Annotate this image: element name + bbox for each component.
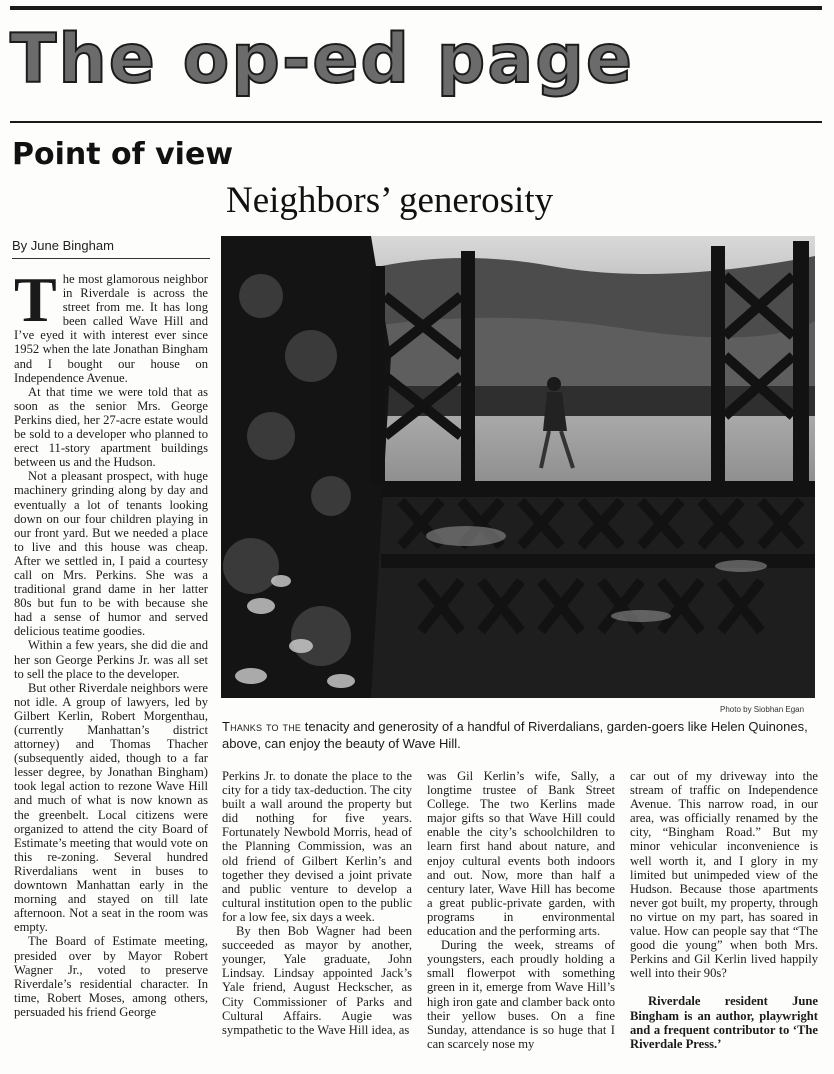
article-paragraph: Not a pleasant prospect, with huge machinery grinding along by day and eventually a lot of tenants looking down on our four children playing in our front yard. But we needed a place to live and this house was cheap. After we settled in, I paid a courtesy call on Mrs. Perkins. She was a traditional grand dame in her latter 80s but fun to be with because she had a sense of humor and served delicious teatime goodies. (14, 469, 208, 639)
article-paragraph: During the week, streams of youngsters, each proudly holding a small flowerpot with something green in it, emerge from Wave Hill’s high iron gate and clamber back onto their yellow buses. On a fine Sunday, attendance is so huge that I can scarcely nose my (427, 938, 615, 1051)
garden-photo (221, 236, 815, 698)
masthead: The op-ed page (10, 20, 635, 99)
garden-photo-illustration (221, 236, 815, 698)
article-paragraph: At that time we were told that as soon as the senior Mrs. George Perkins died, her 27-acre estate would be sold to a developer who planned to erect 11-story apartment buildings between us and the Hudson. (14, 384, 208, 470)
drop-cap: T (14, 272, 57, 335)
byline-rule (12, 258, 210, 259)
headline: Neighbors’ generosity (226, 180, 554, 221)
caption-text: tenacity and generosity of a handful of Riverdalians, garden-goers like Helen Quinones, above, can enjoy the beauty of Wave Hill. (222, 719, 808, 751)
author-bio: Riverdale resident June Bingham is an author, playwright and a frequent contributor to ‘The Riverdale Press.’ (630, 994, 818, 1051)
article-column-2 (222, 769, 412, 1059)
article-paragraph: But other Riverdale neighbors were not idle. A group of lawyers, led by Gilbert Kerlin, Robert Morgenthau, (currently Manhattan’s district attorney) and Thomas Thacher (subsequently aided, though to a far lesser degree, by Jonathan Bingham) took legal action to rezone Wave Hill and much of what is now known as the greenbelt. Local citizens were organized to attend the city Board of Estimate’s meeting that would vote on this re-zoning. Several hundred Riverdalians went in buses to downtown Manhattan early in the morning and stayed on till late afternoon. Not a seat in the room was empty. (14, 680, 208, 935)
article-paragraph: Perkins Jr. to donate the place to the city for a tidy tax-deduction. The city built a wall around the property but did nothing for five years. Fortunately Newbold Morris, head of the Planning Commission, was an old friend of Gilbert Kerlin’s and together they devised a joint private and public venture to develop a cultural institution open to the public for a low fee, six days a week. (222, 769, 412, 924)
article-paragraph: car out of my driveway into the stream of traffic on Independence Avenue. This narrow road, in our area, was officially renamed by the city, “Bingham Road.” But my minor vehicular inconvenience is well worth it, and I glory in my limited but unimpeded view of the Hudson. Because those apartments never got built, my property, through no virtue on my part, has soared in value. How can people say that “The good die young” when both Mrs. Perkins and Gil Kerlin lived happily well into their 90s? (630, 769, 818, 981)
article-column-3 (427, 769, 615, 1059)
photo-caption (222, 718, 822, 752)
article-paragraph: was Gil Kerlin’s wife, Sally, a longtime trustee of Bank Street College. The two Kerlins made major gifts so that Wave Hill could enable the city’s schoolchildren to learn first hand about nature, and enjoy cultural events both indoors and out. Now, more than half a century later, Wave Hill has become a great public-private garden, with programs in environmental education and the performing arts. (427, 769, 615, 939)
article-column-4 (630, 769, 818, 1059)
masthead-rule (10, 121, 822, 123)
top-rule (10, 6, 822, 10)
article-paragraph: By then Bob Wagner had been succeeded as mayor by another, younger, Yale graduate, John Lindsay. Lindsay appointed Jack’s Yale friend, August Heckscher, as City Commissioner of Parks and Cultural Affairs. Augie was sympathetic to the Wave Hill idea, as (222, 924, 412, 1037)
section-title: Point of view (12, 137, 234, 172)
article-paragraph: The most glamorous neighbor in Riverdale is across the street from me. It has long been called Wave Hill and I’ve eyed it with interest ever since 1952 when the late Jonathan Bingham and I bought our house on Independence Avenue. (14, 272, 208, 385)
article-paragraph: Within a few years, she did die and her son George Perkins Jr. was all set to sell the place to the developer. (14, 638, 208, 681)
article-column-1 (14, 272, 208, 1064)
article-paragraph: The Board of Estimate meeting, presided over by Mayor Robert Wagner Jr., voted to preserve Riverdale’s residential character. In time, Robert Moses, among others, persuaded his friend George (14, 934, 208, 1019)
photo-credit: Photo by Siobhan Egan (720, 705, 805, 714)
caption-lead: Thanks to the (222, 719, 302, 734)
byline: By June Bingham (12, 238, 114, 253)
